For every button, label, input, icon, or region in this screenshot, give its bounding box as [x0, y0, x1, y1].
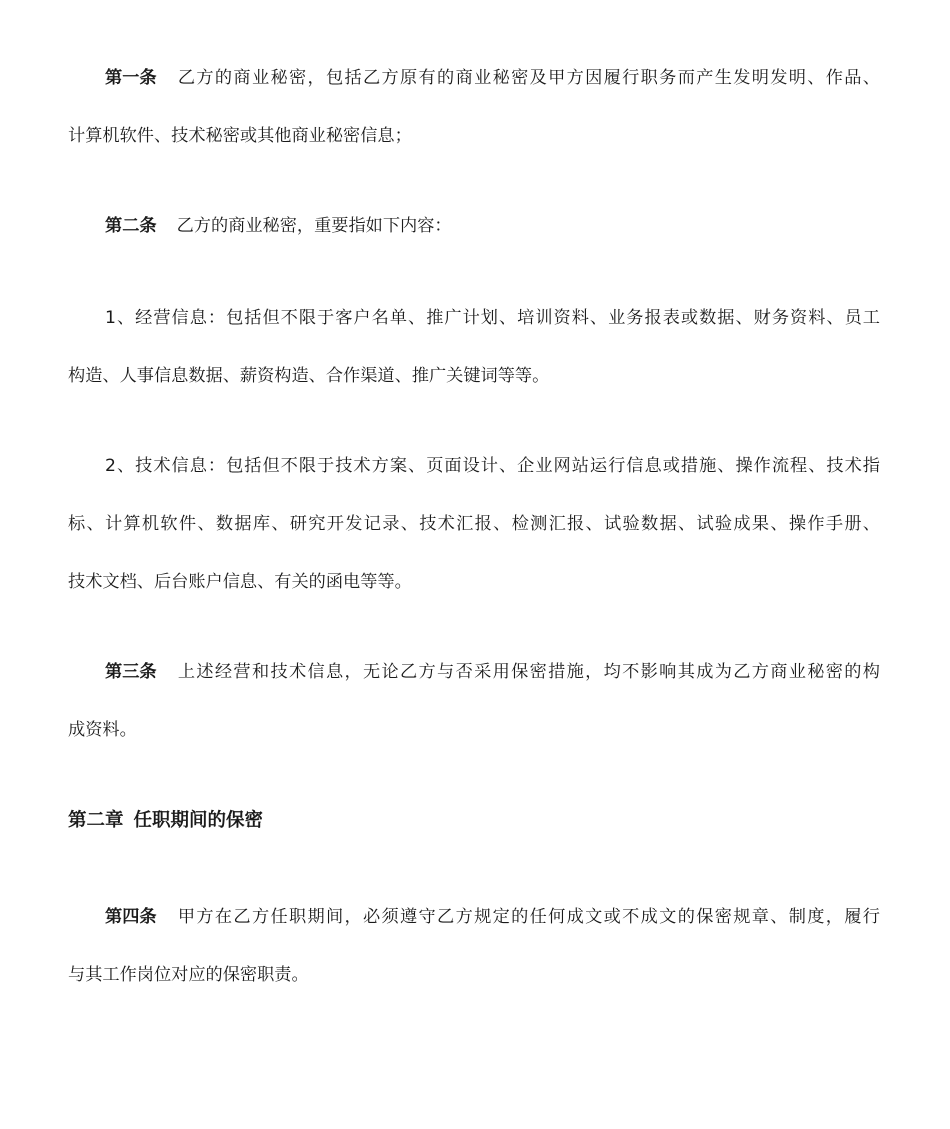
- item-2-line-3: 技术文档、后台账户信息、有关的函电等等。: [68, 572, 412, 592]
- article-3-line-2: 成资料。: [68, 720, 137, 740]
- article-4-number: 第四条: [105, 907, 157, 927]
- article-1-text-1: 乙方的商业秘密，包括乙方原有的商业秘密及甲方因履行职务而产生发明发明、作品、: [176, 68, 880, 88]
- article-2-line-1: [105, 216, 880, 236]
- article-3-number: 第三条: [105, 662, 157, 682]
- chapter-2-number: 第二章: [68, 810, 124, 831]
- article-1-line-1: [105, 68, 880, 88]
- item-1-line-1: 1、经营信息：包括但不限于客户名单、推广计划、培训资料、业务报表或数据、财务资料、员工: [105, 308, 880, 328]
- article-2-number: 第二条: [105, 216, 157, 236]
- item-2-line-1: 2、技术信息：包括但不限于技术方案、页面设计、企业网站运行信息或措施、操作流程、技术指: [105, 456, 880, 476]
- chapter-2-heading: [68, 810, 263, 832]
- chapter-2-title: 任职期间的保密: [133, 810, 264, 831]
- article-2-text-1: 乙方的商业秘密，重要指如下内容：: [176, 216, 452, 236]
- article-4-line-1: [105, 907, 880, 927]
- article-4-line-2: 与其工作岗位对应的保密职责。: [68, 965, 309, 985]
- item-2-line-2: 标、计算机软件、数据库、研究开发记录、技术汇报、检测汇报、试验数据、试验成果、操作手册、: [68, 514, 880, 534]
- article-3-line-1: [105, 662, 880, 682]
- article-1-line-2: 计算机软件、技术秘密或其他商业秘密信息；: [68, 126, 412, 146]
- article-3-text-1: 上述经营和技术信息，无论乙方与否采用保密措施，均不影响其成为乙方商业秘密的构: [176, 662, 880, 682]
- article-1-number: 第一条: [105, 68, 157, 88]
- item-1-line-2: 构造、人事信息数据、薪资构造、合作渠道、推广关键词等等。: [68, 366, 550, 386]
- article-4-text-1: 甲方在乙方任职期间，必须遵守乙方规定的任何成文或不成文的保密规章、制度，履行: [176, 907, 880, 927]
